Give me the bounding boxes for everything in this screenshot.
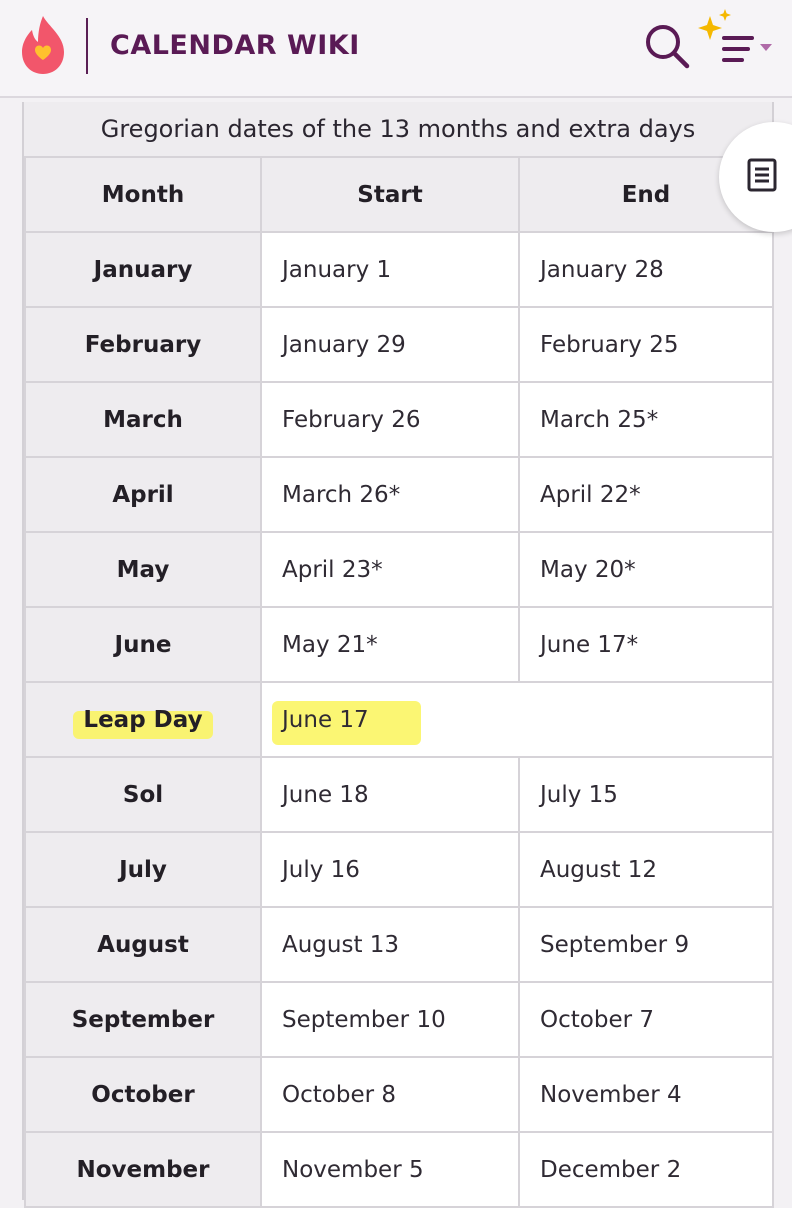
- table-caption: Gregorian dates of the 13 months and extra days: [100, 115, 696, 143]
- column-header-end: End: [519, 157, 773, 232]
- end-cell: March 25*: [519, 382, 773, 457]
- table-row: [25, 457, 773, 532]
- start-cell: October 8: [261, 1057, 519, 1132]
- table-row: [25, 382, 773, 457]
- month-cell: June: [25, 607, 261, 682]
- table-row: [25, 832, 773, 907]
- month-cell: April: [25, 457, 261, 532]
- start-cell: September 10: [261, 982, 519, 1057]
- start-cell: June 18: [261, 757, 519, 832]
- end-cell: August 12: [519, 832, 773, 907]
- month-cell: November: [25, 1132, 261, 1207]
- table-row-leap-day: [25, 682, 773, 757]
- month-cell: September: [25, 982, 261, 1057]
- table-row: [25, 232, 773, 307]
- start-cell: February 26: [261, 382, 519, 457]
- end-cell: January 28: [519, 232, 773, 307]
- dates-table-container: [22, 102, 774, 1200]
- start-cell: April 23*: [261, 532, 519, 607]
- start-cell: November 5: [261, 1132, 519, 1207]
- end-cell: September 9: [519, 907, 773, 982]
- flame-heart-logo-icon[interactable]: [20, 14, 66, 76]
- table-row: [25, 907, 773, 982]
- start-cell: July 16: [261, 832, 519, 907]
- table-of-contents-icon: [747, 158, 777, 192]
- end-cell: February 25: [519, 307, 773, 382]
- start-cell: May 21*: [261, 607, 519, 682]
- site-title[interactable]: CALENDAR WIKI: [110, 30, 360, 61]
- site-header: [0, 0, 792, 98]
- month-cell: July: [25, 832, 261, 907]
- end-cell: December 2: [519, 1132, 773, 1207]
- table-row: [25, 982, 773, 1057]
- month-cell: August: [25, 907, 261, 982]
- month-cell: March: [25, 382, 261, 457]
- end-cell: April 22*: [519, 457, 773, 532]
- end-cell: May 20*: [519, 532, 773, 607]
- table-row: [25, 307, 773, 382]
- start-cell: August 13: [261, 907, 519, 982]
- month-cell: October: [25, 1057, 261, 1132]
- search-icon[interactable]: [643, 22, 691, 70]
- table-row: [25, 757, 773, 832]
- table-row: [25, 1132, 773, 1207]
- header-divider: [86, 18, 88, 74]
- table-row: [25, 1057, 773, 1132]
- start-cell: [261, 682, 773, 757]
- month-cell: [25, 682, 261, 757]
- month-cell: May: [25, 532, 261, 607]
- table-row: [25, 532, 773, 607]
- end-cell: June 17*: [519, 607, 773, 682]
- end-cell: November 4: [519, 1057, 773, 1132]
- month-cell: Sol: [25, 757, 261, 832]
- start-cell: March 26*: [261, 457, 519, 532]
- gregorian-dates-table: [24, 156, 774, 1208]
- table-header-row: [25, 157, 773, 232]
- highlighted-start-date: June 17: [282, 706, 369, 733]
- end-cell: October 7: [519, 982, 773, 1057]
- column-header-month: Month: [25, 157, 261, 232]
- table-row: [25, 607, 773, 682]
- month-cell: January: [25, 232, 261, 307]
- sparkle-menu-icon[interactable]: [694, 8, 778, 72]
- highlighted-month-label: Leap Day: [83, 706, 203, 733]
- start-cell: January 1: [261, 232, 519, 307]
- start-cell: January 29: [261, 307, 519, 382]
- end-cell: July 15: [519, 757, 773, 832]
- month-cell: February: [25, 307, 261, 382]
- column-header-start: Start: [261, 157, 519, 232]
